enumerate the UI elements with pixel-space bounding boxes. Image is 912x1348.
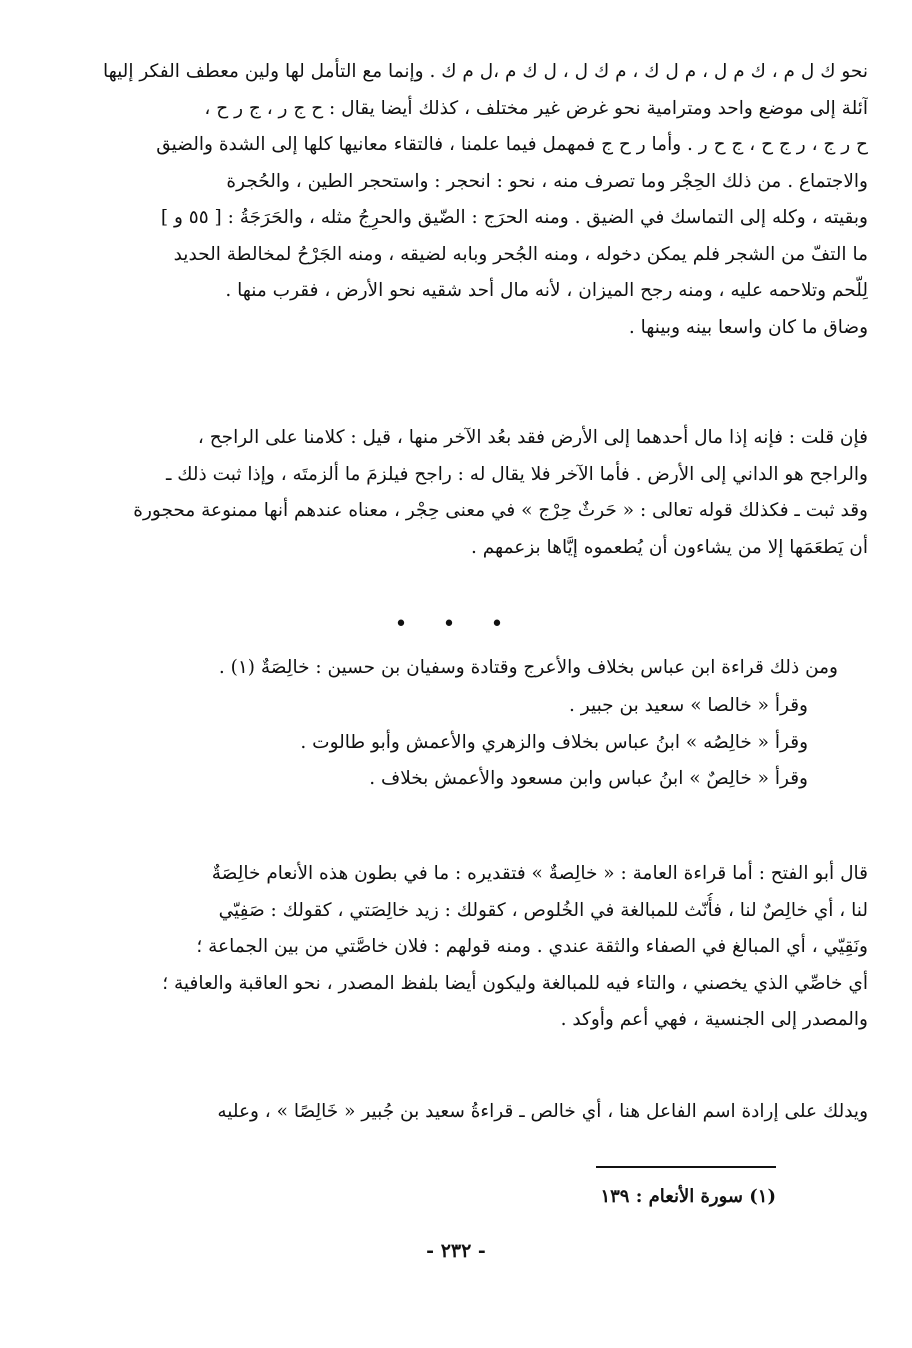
paragraph-3 (42, 650, 868, 687)
text-line: لِلّحم وتلاحمه عليه ، ومنه رجح الميزان ، لأنه مال أحد شقيه نحو الأرض ، فقرب منها . (225, 280, 868, 301)
footnote-divider (596, 1166, 776, 1168)
text-line: والاجتماع . من ذلك الحِجْر وما تصرف منه ، نحو : انحجر : واستحجر الطين ، والحُجرة (226, 170, 868, 192)
text-line: قال أبو الفتح : أما قراءة العامة : « خالِصةٌ » فتقديره : ما في بطون هذه الأنعام خالِصَةٌ (211, 863, 868, 884)
footnote: (١) سورة الأنعام : ١٣٩ (600, 1186, 776, 1207)
paragraph-5 (42, 1094, 868, 1131)
paragraph-4 (42, 856, 868, 1039)
text-line: آئلة إلى موضع واحد ومترامية نحو غرض غير مختلف ، كذلك أيضا يقال : ح ج ر ، ج ر ح ، (204, 97, 868, 119)
page-number: - ٢٣٢ - (426, 1240, 486, 1262)
reading-line: وقرأ « خالِصُه » ابنُ عباس بخلاف والزهري والأعمش وأبو طالوت . (300, 731, 808, 753)
text-line: نحو ك ل م ، ك م ل ، م ل ك ، م ك ل ، ل ك م ،ل م ك . وإنما مع التأمل لها ولين معطف الفكر إليها (102, 61, 868, 82)
paragraph-2 (42, 420, 868, 566)
text-line: أي خاصِّي الذي يخصني ، والتاء فيه للمبالغة وليكون أيضا بلفظ المصدر ، نحو العاقبة والعافية ؛ (162, 972, 868, 994)
text-line: ومن ذلك قراءة ابن عباس بخلاف والأعرج وقتادة وسفيان بن حسين : خالِصَةٌ (١) . (218, 657, 838, 678)
text-line: ما التفّ من الشجر فلم يمكن دخوله ، ومنه الجُحر وبابه لضيقه ، ومنه الجَرْحُ لمخالطة الحديد (173, 243, 868, 265)
text-line: ويدلك على إرادة اسم الفاعل هنا ، أي خالص ـ قراءةُ سعيد بن جُبير « خَالِصًا » ، وعليه (217, 1101, 868, 1122)
reading-line: وقرأ « خالِصٌ » ابنُ عباس وابن مسعود والأعمش بخلاف . (369, 768, 808, 789)
text-line: أن يَطعَمَها إلا من يشاءون أن يُطعموه إيَّاها بزعمهم . (470, 536, 868, 558)
text-line: والمصدر إلى الجنسية ، فهي أعم وأوكد . (560, 1009, 868, 1030)
text-line: فإن قلت : فإنه إذا مال أحدهما إلى الأرض فقد بعُد الآخر منها ، قيل : كلامنا على الراجح ، (197, 427, 868, 448)
text-line: لنا ، أي خالِصٌ لنا ، فأُنّث للمبالغة في الخُلوص ، كقولك : زيد خالِصَتي ، كقولك : صَفِيّي (218, 899, 868, 921)
section-separator: • • • (394, 612, 518, 637)
text-line: وضاق ما كان واسعا بينه وبينها . (628, 316, 868, 338)
readings-list (42, 688, 868, 798)
text-line: ح ر ج ، ر ج ح ، ج ح ر . وأما ر ح ج فمهمل فيما علمنا ، فالتقاء معانيها كلها إلى الشدة والضيق (156, 134, 868, 155)
text-line: وقد ثبت ـ فكذلك قوله تعالى : « حَرثٌ حِرْج » في معنى حِجْر ، معناه عندهم أنها ممنوعة محجورة (133, 500, 868, 521)
paragraph-1 (42, 54, 868, 346)
reading-line: وقرأ « خالصا » سعيد بن جبير . (569, 695, 808, 716)
text-line: وبقيته ، وكله إلى التماسك في الضيق . ومنه الحرَج : الضّيق والحرِجُ مثله ، والحَرَجَةُ : [ ٥٥ و ] (160, 207, 868, 228)
text-line: ونَقِيّي ، أي المبالغ في الصفاء والثقة عندي . ومنه قولهم : فلان خاصَّتي من بين الجماعة ؛ (196, 936, 868, 957)
text-line: والراجح هو الداني إلى الأرض . فأما الآخر فلا يقال له : راجح فيلزمَ ما ألزمتَه ، وإذا ثبت ذلك ـ (165, 463, 868, 485)
